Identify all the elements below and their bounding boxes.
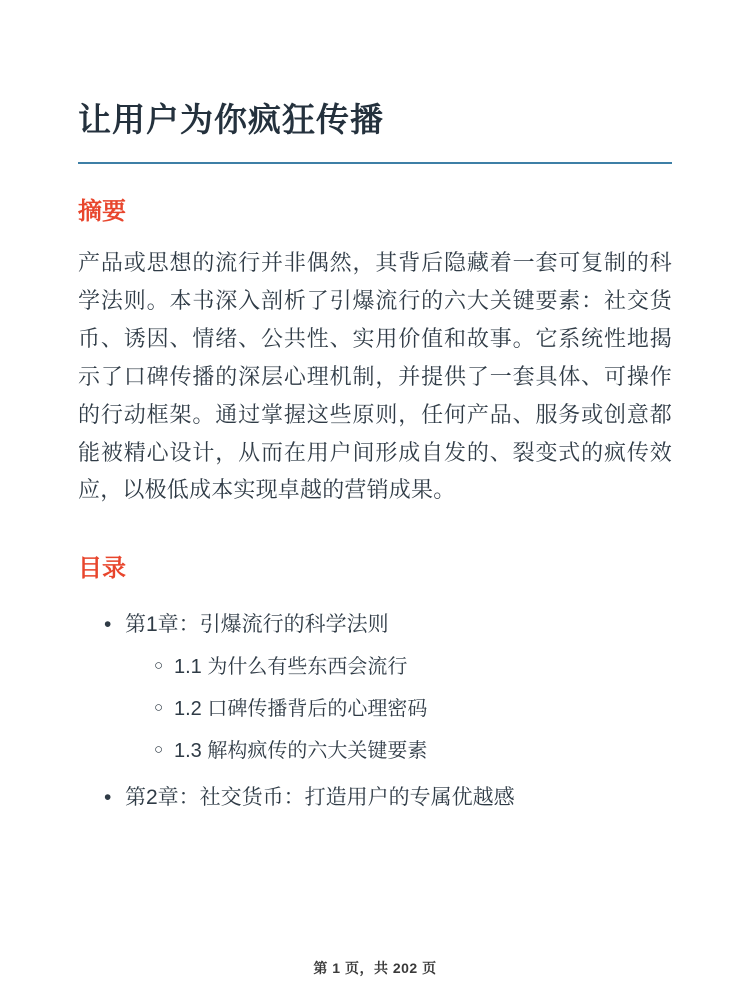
toc-list bbox=[78, 610, 672, 813]
abstract-heading: 摘要 bbox=[78, 197, 126, 225]
bullet-disc-icon: • bbox=[104, 612, 112, 636]
toc-section-label: 1.1 为什么有些东西会流行 bbox=[174, 656, 408, 679]
abstract-text: 产品或思想的流行并非偶然，其背后隐藏着一套可复制的科学法则。本书深入剖析了引爆流行的六大关键要素：社交货币、诱因、情绪、公共性、实用价值和故事。它系统性地揭示了口碑传播的深层心理机制，并提供了一套具体、可操作的行动框架。通过掌握这些原则，任何产品、服务或创意都能被精心设计，从而在用户间形成自发的、裂变式的疯传效应，以极低成本实现卓越的营销成果。 bbox=[78, 250, 672, 503]
bullet-disc-icon: • bbox=[104, 786, 112, 810]
list-item bbox=[78, 783, 672, 812]
page-footer: 第 1 页，共 202 页 bbox=[313, 960, 437, 976]
toc-section-1-3[interactable] bbox=[78, 737, 672, 765]
toc-heading: 目录 bbox=[78, 555, 126, 583]
toc-section-label: 1.2 口碑传播背后的心理密码 bbox=[174, 698, 428, 721]
toc-section-1-1[interactable] bbox=[78, 653, 672, 681]
toc-chapter-2[interactable] bbox=[78, 783, 672, 812]
toc-chapter-label: 第1章：引爆流行的科学法则 bbox=[125, 612, 389, 636]
list-item bbox=[78, 653, 672, 681]
toc-section-label: 1.3 解构疯传的六大关键要素 bbox=[174, 740, 428, 763]
toc-section-1-2[interactable] bbox=[78, 695, 672, 723]
page-title: 让用户为你疯狂传播 bbox=[78, 101, 384, 138]
list-item bbox=[78, 610, 672, 765]
bullet-circle-icon: ○ bbox=[154, 657, 164, 675]
toc-chapter-label: 第2章：社交货币：打造用户的专属优越感 bbox=[125, 786, 515, 810]
list-item bbox=[78, 695, 672, 723]
bullet-circle-icon: ○ bbox=[154, 699, 164, 717]
toc-chapter-1[interactable] bbox=[78, 610, 672, 639]
list-item bbox=[78, 737, 672, 765]
toc-sublist-1 bbox=[78, 653, 672, 765]
title-divider bbox=[78, 162, 672, 164]
bullet-circle-icon: ○ bbox=[154, 741, 164, 759]
